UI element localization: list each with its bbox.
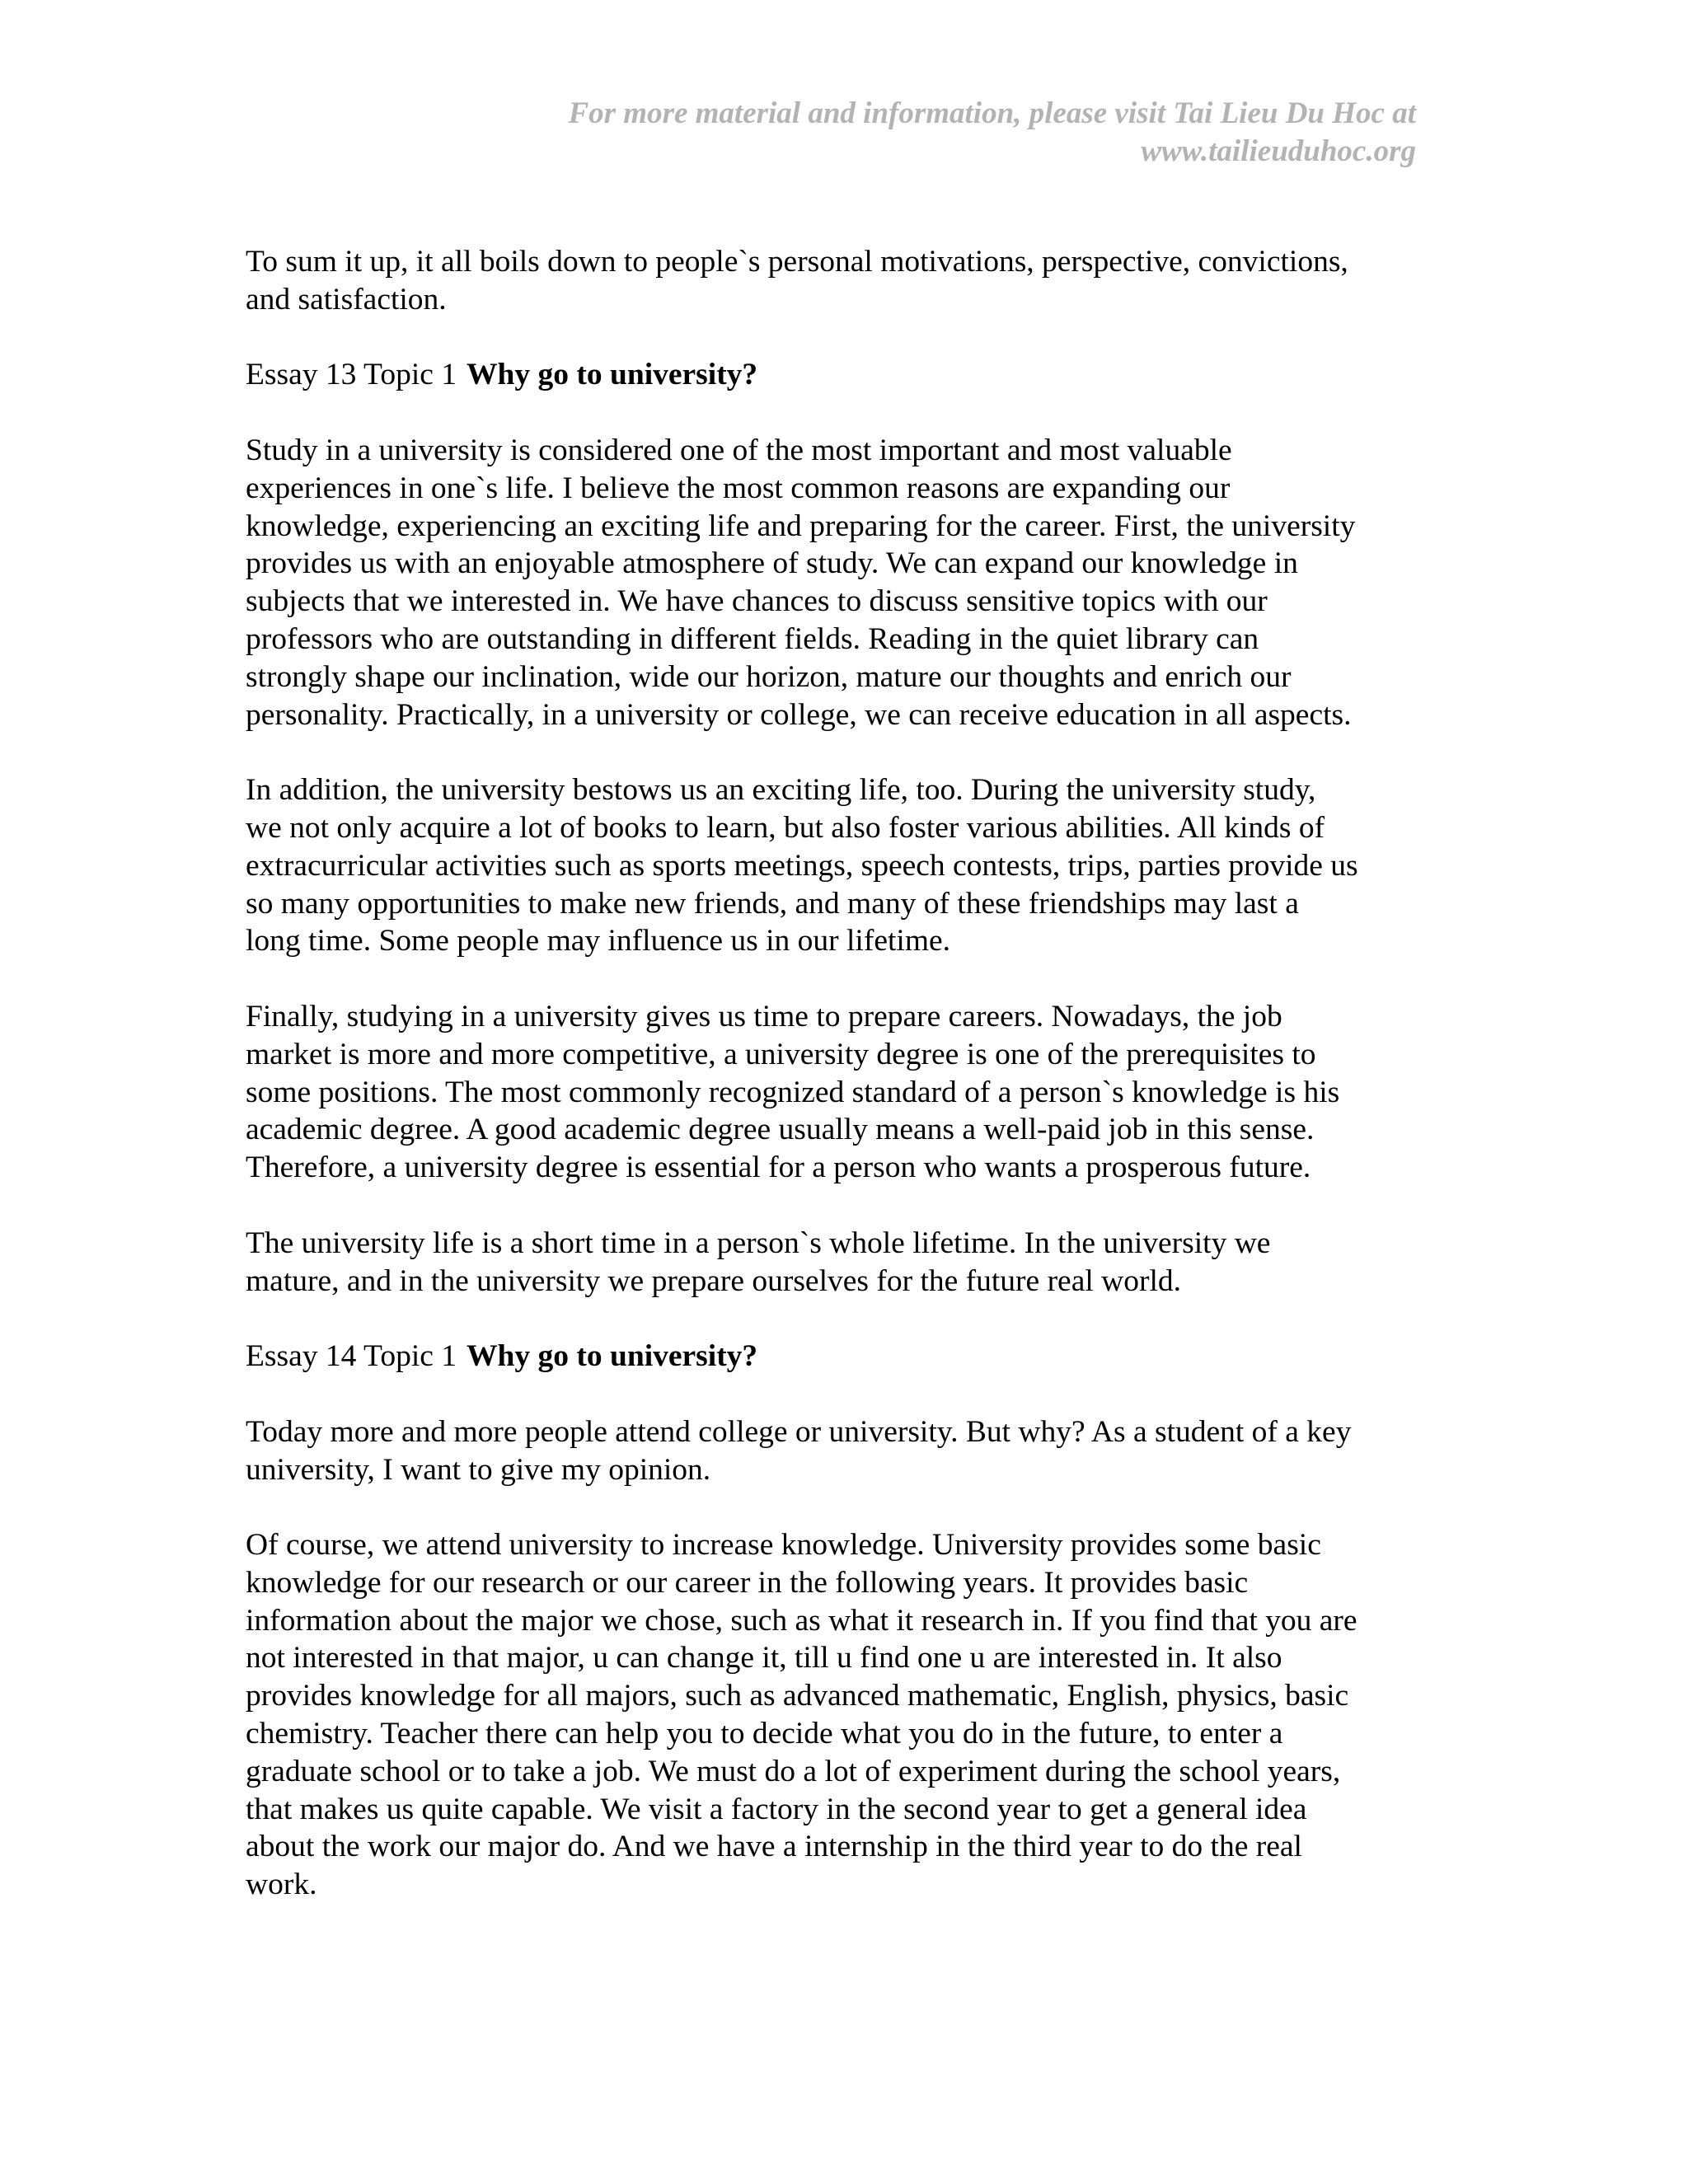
text-line: strongly shape our inclination, wide our horizon, mature our thoughts and enrich our	[246, 659, 1292, 694]
essay-14-heading	[246, 1338, 1432, 1376]
text-line: provides knowledge for all majors, such as advanced mathematic, English, physics, basic	[246, 1679, 1349, 1713]
text-line: that makes us quite capable. We visit a factory in the second year to get a general idea	[246, 1792, 1307, 1826]
text-line: Finally, studying in a university gives us time to prepare careers. Nowadays, the job	[246, 999, 1282, 1033]
text-line: professors who are outstanding in different fields. Reading in the quiet library can	[246, 621, 1259, 656]
text-line: and satisfaction.	[246, 282, 447, 316]
essay-14-label: Essay 14 Topic 1	[246, 1339, 457, 1374]
text-line: The university life is a short time in a person`s whole lifetime. In the university we	[246, 1226, 1271, 1260]
text-line: personality. Practically, in a university or college, we can receive education in all aspects.	[246, 697, 1352, 732]
text-line: Therefore, a university degree is essential for a person who wants a prosperous future.	[246, 1151, 1311, 1185]
text-line: Of course, we attend university to increase knowledge. University provides some basic	[246, 1528, 1321, 1563]
text-line: Today more and more people attend college or university. But why? As a student of a key	[246, 1414, 1352, 1449]
essay-13-title: Why go to university?	[467, 358, 758, 392]
essay-13-paragraph-3	[246, 998, 1432, 1187]
text-line: experiences in one`s life. I believe the most common reasons are expanding our	[246, 471, 1231, 505]
text-line: we not only acquire a lot of books to learn, but also foster various abilities. All kinds of	[246, 810, 1325, 845]
text-line: academic degree. A good academic degree usually means a well-paid job in this sense.	[246, 1113, 1315, 1147]
text-line: information about the major we chose, such as what it research in. If you find that you are	[246, 1603, 1357, 1638]
essay-13-heading	[246, 356, 1432, 394]
essay-13-label: Essay 13 Topic 1	[246, 358, 457, 392]
text-line: knowledge, experiencing an exciting life and preparing for the career. First, the university	[246, 509, 1356, 543]
text-line: some positions. The most commonly recognized standard of a person`s knowledge is his	[246, 1075, 1340, 1109]
text-line: graduate school or to take a job. We must do a lot of experiment during the school years,	[246, 1754, 1341, 1788]
essay-14-title: Why go to university?	[467, 1339, 758, 1374]
text-line: not interested in that major, u can change it, till u find one u are interested in. It also	[246, 1641, 1282, 1675]
text-line: In addition, the university bestows us an exciting life, too. During the university study,	[246, 773, 1316, 808]
essay-13-paragraph-4	[246, 1225, 1432, 1301]
text-line: university, I want to give my opinion.	[246, 1452, 711, 1487]
document-body	[246, 243, 1432, 1942]
header-line-1: For more material and information, please visit Tai Lieu Du Hoc at	[568, 96, 1416, 130]
text-line: mature, and in the university we prepare ourselves for the future real world.	[246, 1263, 1181, 1298]
text-line: about the work our major do. And we have a internship in the third year to do the real	[246, 1830, 1302, 1864]
header-line-2: www.tailieuduhoc.org	[1141, 134, 1416, 168]
text-line: so many opportunities to make new friends, and many of these friendships may last a	[246, 886, 1299, 921]
text-line: provides us with an enjoyable atmosphere of study. We can expand our knowledge in	[246, 546, 1298, 581]
text-line: Study in a university is considered one of the most important and most valuable	[246, 433, 1232, 467]
text-line: long time. Some people may influence us in our lifetime.	[246, 924, 951, 958]
essay-14-paragraph-1	[246, 1413, 1432, 1489]
text-line: extracurricular activities such as sports meetings, speech contests, trips, parties provide us	[246, 848, 1358, 883]
text-line: knowledge for our research or our career in the following years. It provides basic	[246, 1565, 1249, 1600]
text-line: market is more and more competitive, a university degree is one of the prerequisites to	[246, 1037, 1316, 1071]
text-line: chemistry. Teacher there can help you to decide what you do in the future, to enter a	[246, 1717, 1283, 1751]
essay-14-paragraph-2	[246, 1526, 1432, 1904]
text-line: work.	[246, 1868, 317, 1902]
essay-13-paragraph-2	[246, 771, 1432, 960]
text-line: subjects that we interested in. We have chances to discuss sensitive topics with our	[246, 584, 1268, 619]
page-header	[180, 95, 1416, 171]
essay-13-paragraph-1	[246, 432, 1432, 733]
text-line: To sum it up, it all boils down to people`s personal motivations, perspective, convictions,	[246, 245, 1348, 279]
intro-paragraph	[246, 243, 1432, 319]
